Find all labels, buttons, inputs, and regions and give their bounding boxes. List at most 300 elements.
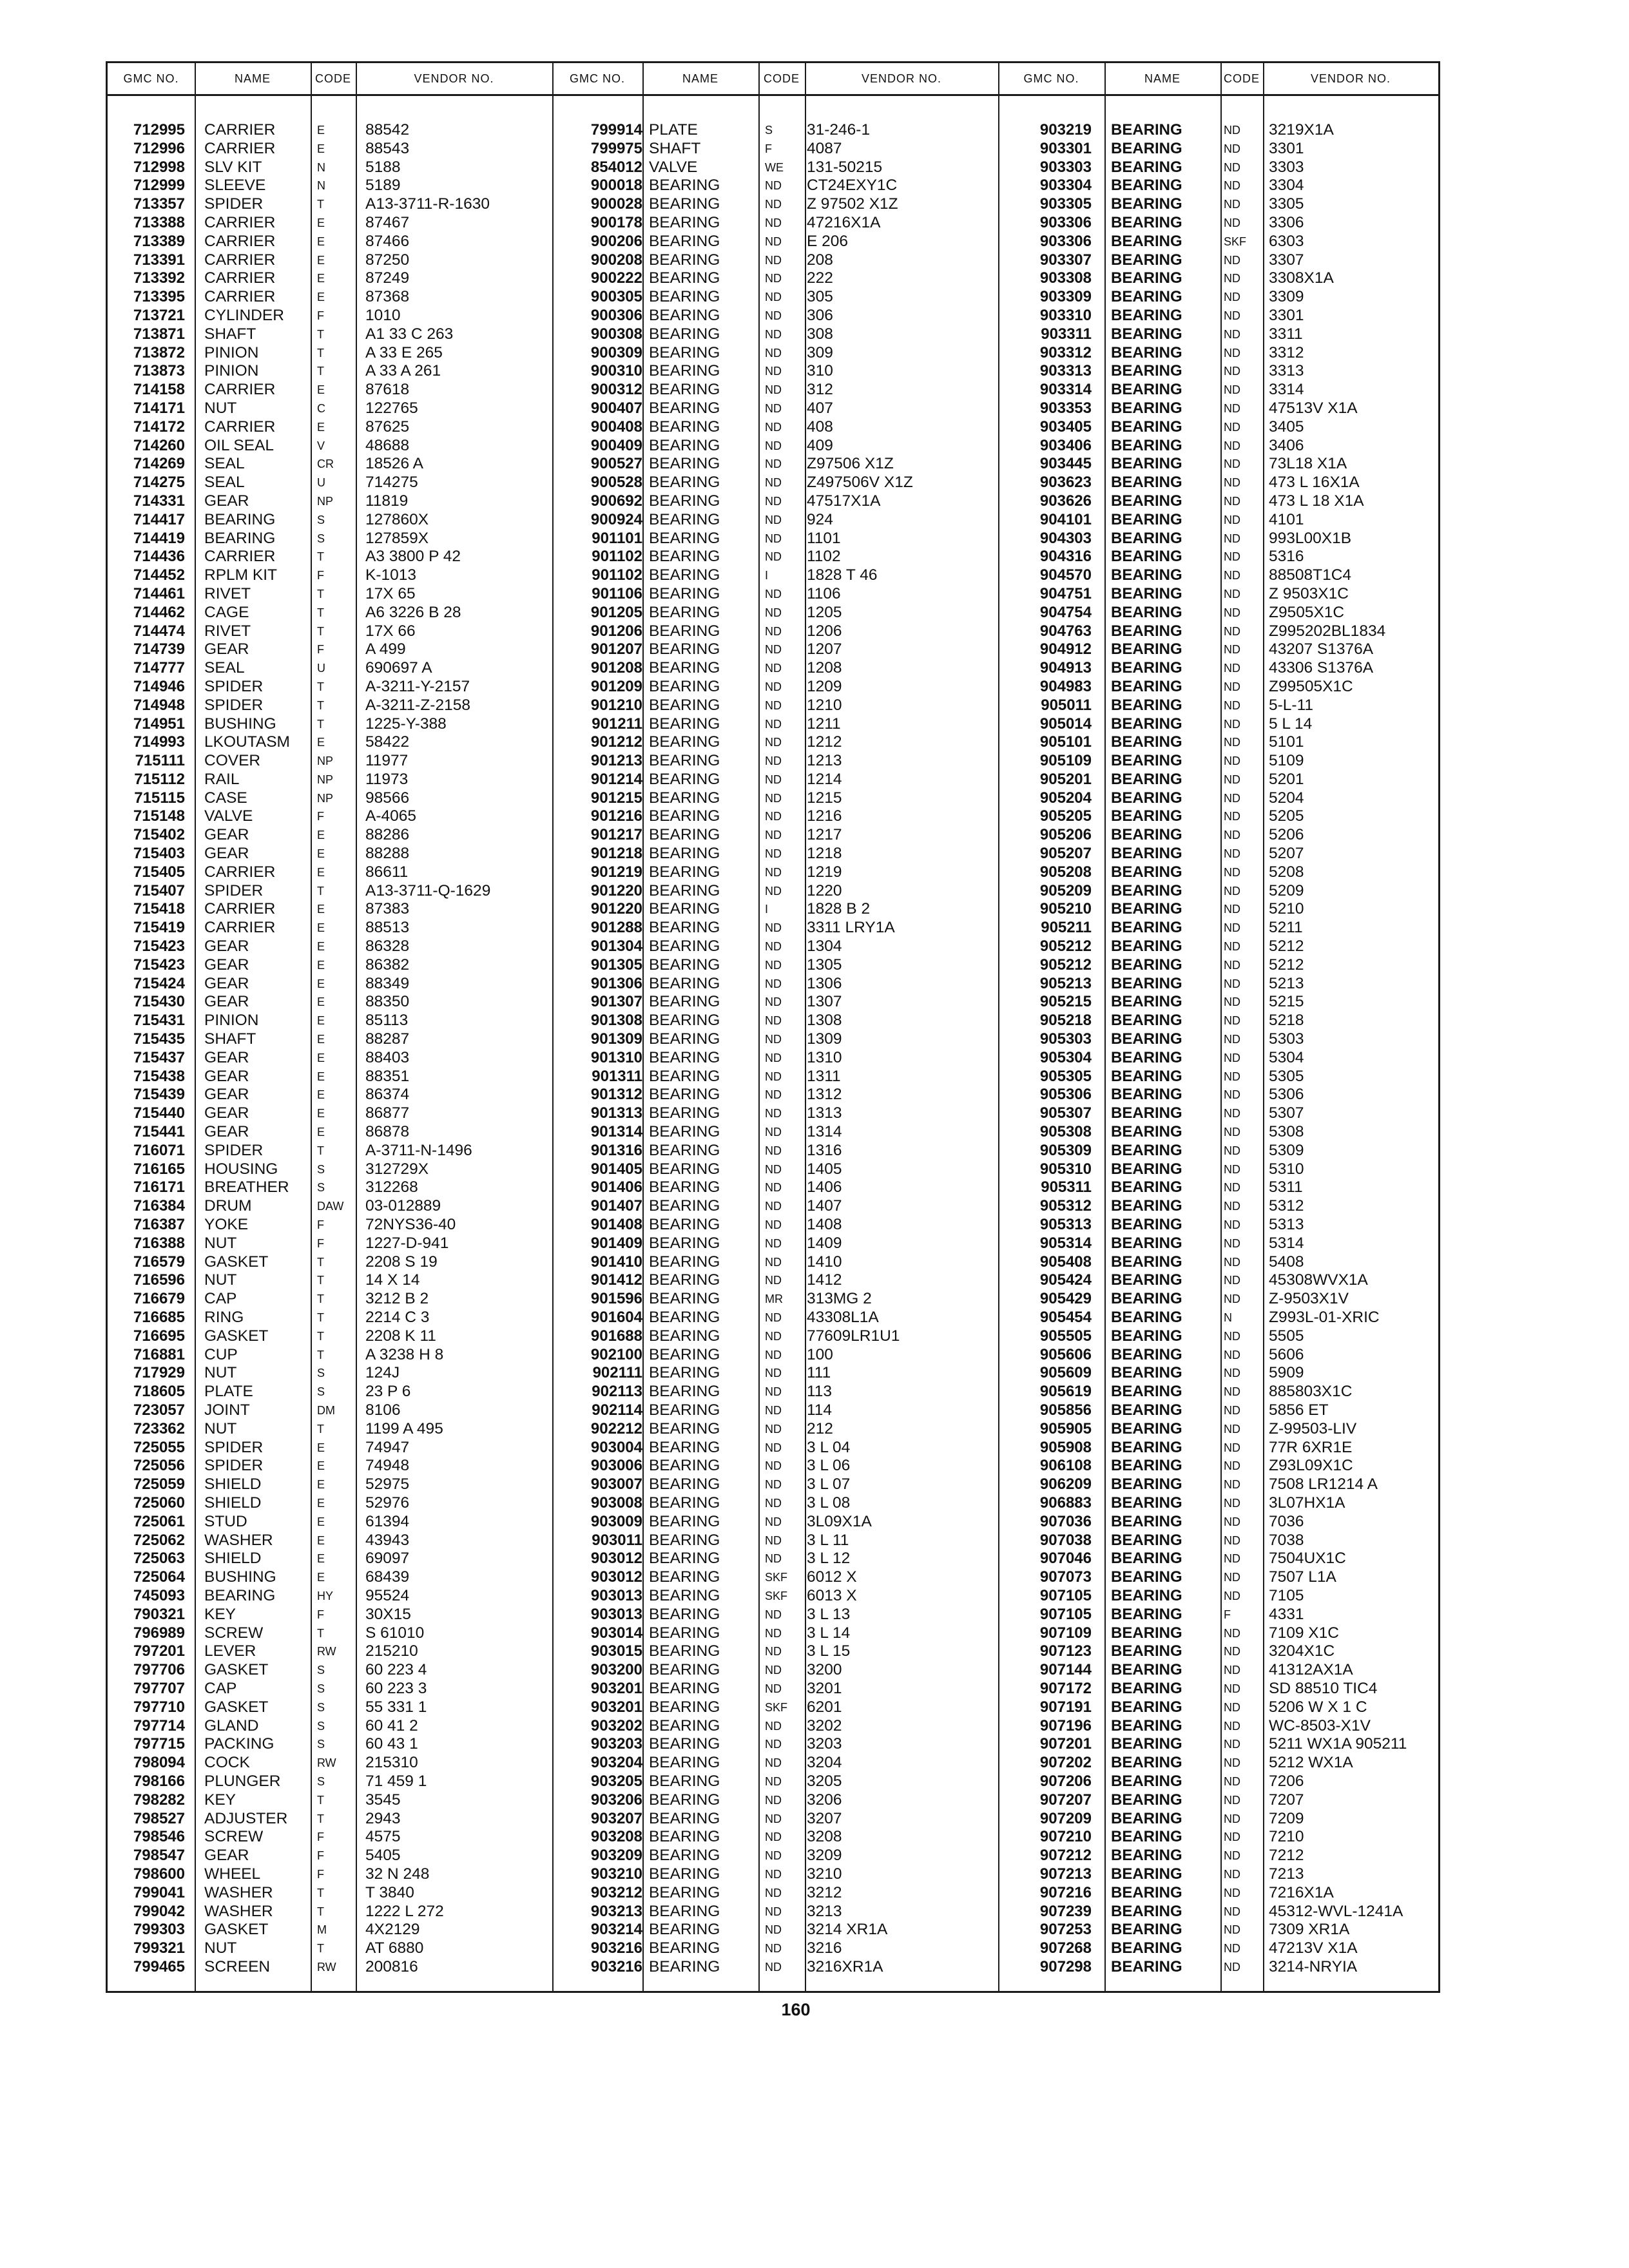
name-cell: BEARING: [649, 900, 720, 918]
code-cell: E: [317, 736, 325, 749]
name-cell: BEARING: [1111, 436, 1182, 454]
code-cell: ND: [765, 643, 782, 657]
name-cell: BEARING: [1111, 807, 1182, 825]
name-cell: BEARING: [649, 752, 720, 770]
vendor-no-cell: 122765: [365, 399, 418, 417]
gmc-no-cell: 907073: [1039, 1568, 1092, 1586]
table-row: [998, 1309, 1438, 1327]
name-cell: BEARING: [649, 474, 720, 492]
code-cell: S: [317, 1664, 325, 1677]
name-cell: BEARING: [1111, 343, 1182, 361]
name-cell: SPIDER: [204, 677, 264, 695]
code-cell: ND: [1224, 550, 1240, 564]
table-row: [552, 1642, 998, 1661]
header-gmc-no-2: GMC NO.: [570, 72, 625, 85]
vendor-no-cell: 3212 B 2: [365, 1290, 429, 1308]
table-row: [998, 1178, 1438, 1197]
vendor-no-cell: 88543: [365, 139, 410, 157]
vendor-no-cell: 473 L 18 X1A: [1269, 492, 1364, 510]
name-cell: BEARING: [1111, 1716, 1182, 1735]
name-cell: BEARING: [649, 1030, 720, 1048]
gmc-no-cell: 900305: [590, 288, 642, 306]
code-cell: ND: [765, 736, 782, 749]
code-cell: DAW: [317, 1200, 344, 1213]
vendor-no-cell: 3312: [1269, 343, 1304, 361]
table-row: [108, 1104, 552, 1123]
vendor-no-cell: 306: [807, 306, 833, 324]
vendor-no-cell: 1210: [807, 696, 842, 714]
table-row: [108, 288, 552, 307]
name-cell: BEARING: [1111, 770, 1182, 788]
code-cell: ND: [1224, 1181, 1240, 1195]
vendor-no-cell: 88508T1C4: [1269, 566, 1352, 584]
code-cell: ND: [765, 532, 782, 545]
name-cell: RIVET: [204, 584, 251, 602]
table-row: [998, 492, 1438, 511]
vendor-no-cell: 5201: [1269, 770, 1304, 788]
table-row: [998, 789, 1438, 808]
name-cell: BEARING: [649, 1902, 720, 1920]
gmc-no-cell: 901316: [590, 1141, 642, 1159]
vendor-no-cell: 47513V X1A: [1269, 399, 1358, 417]
vendor-no-cell: 43943: [365, 1531, 410, 1549]
code-cell: ND: [1224, 921, 1240, 935]
table-row: [998, 1587, 1438, 1606]
code-cell: N: [1224, 1311, 1232, 1324]
gmc-no-cell: 900407: [590, 399, 642, 417]
table-row: [998, 1030, 1438, 1049]
code-cell: ND: [765, 1422, 782, 1436]
code-cell: SKF: [765, 1589, 788, 1602]
gmc-no-cell: 901217: [590, 826, 642, 844]
code-cell: ND: [1224, 995, 1240, 1009]
vendor-no-cell: 1304: [807, 937, 842, 956]
vendor-no-cell: 6303: [1269, 232, 1304, 250]
vendor-no-cell: 5212: [1269, 937, 1304, 956]
code-cell: ND: [765, 1329, 782, 1343]
code-cell: ND: [1224, 940, 1240, 954]
gmc-no-cell: 907216: [1039, 1883, 1092, 1901]
gmc-no-cell: 713357: [133, 195, 185, 213]
gmc-no-cell: 903011: [592, 1531, 642, 1549]
name-cell: GEAR: [204, 492, 249, 510]
name-cell: BEARING: [1111, 1104, 1182, 1122]
vendor-no-cell: 1305: [807, 956, 842, 974]
gmc-no-cell: 905606: [1039, 1345, 1092, 1363]
code-cell: E: [317, 1126, 325, 1139]
table-row: [108, 1160, 552, 1179]
gmc-no-cell: 905207: [1039, 845, 1092, 863]
code-cell: ND: [1224, 160, 1240, 174]
code-cell: ND: [765, 1774, 782, 1788]
name-cell: BEARING: [649, 1327, 720, 1345]
vendor-no-cell: 60 223 4: [365, 1661, 427, 1679]
name-cell: BEARING: [1111, 974, 1182, 992]
gmc-no-cell: 790321: [133, 1605, 185, 1623]
gmc-no-cell: 903216: [590, 1957, 642, 1975]
name-cell: BEARING: [1111, 937, 1182, 956]
code-cell: ND: [765, 1181, 782, 1195]
table-row: [998, 548, 1438, 566]
vendor-no-cell: 1408: [807, 1216, 842, 1234]
table-row: [552, 1216, 998, 1235]
name-cell: COCK: [204, 1754, 250, 1772]
name-cell: CARRIER: [204, 232, 276, 250]
vendor-no-cell: 3313: [1269, 362, 1304, 380]
table-row: [108, 752, 552, 771]
vendor-no-cell: 215210: [365, 1642, 418, 1660]
name-cell: BEARING: [649, 1531, 720, 1549]
name-cell: GEAR: [204, 640, 249, 658]
code-cell: ND: [1224, 1664, 1240, 1677]
vendor-no-cell: 5313: [1269, 1216, 1304, 1234]
table-row: [998, 1513, 1438, 1532]
code-cell: ND: [1224, 1496, 1240, 1510]
code-cell: T: [317, 1348, 324, 1361]
vendor-no-cell: 313MG 2: [807, 1290, 872, 1308]
table-row: [108, 530, 552, 548]
code-cell: E: [317, 216, 325, 229]
gmc-no-cell: 900308: [590, 325, 642, 343]
vendor-no-cell: 3200: [807, 1661, 842, 1679]
table-row: [998, 1327, 1438, 1346]
parts-table: [106, 61, 1440, 1993]
gmc-no-cell: 907036: [1039, 1512, 1092, 1530]
code-cell: N: [317, 179, 325, 193]
code-cell: I: [765, 569, 769, 582]
name-cell: BEARING: [649, 1772, 720, 1790]
code-cell: NP: [317, 791, 334, 805]
code-cell: F: [317, 1236, 324, 1250]
table-row: [552, 919, 998, 937]
vendor-no-cell: 7038: [1269, 1531, 1304, 1549]
gmc-no-cell: 905204: [1039, 789, 1092, 807]
table-row: [108, 455, 552, 474]
name-cell: BEARING: [1111, 1550, 1182, 1568]
gmc-no-cell: 903309: [1039, 288, 1092, 306]
table-row: [108, 1587, 552, 1606]
name-cell: BEARING: [1111, 1475, 1182, 1494]
table-row: [552, 418, 998, 437]
code-cell: T: [317, 1329, 324, 1343]
name-cell: CARRIER: [204, 863, 276, 881]
gmc-no-cell: 715419: [133, 919, 185, 937]
table-row: [552, 1921, 998, 1939]
vendor-no-cell: 5189: [365, 177, 401, 195]
table-row: [108, 1216, 552, 1235]
table-row: [998, 1754, 1438, 1773]
gmc-no-cell: 715405: [133, 863, 185, 881]
code-cell: C: [317, 401, 325, 415]
gmc-no-cell: 797710: [133, 1698, 185, 1716]
vendor-no-cell: 5405: [365, 1847, 401, 1865]
code-cell: E: [317, 272, 325, 285]
name-cell: GEAR: [204, 826, 249, 844]
code-cell: ND: [765, 1719, 782, 1733]
code-cell: ND: [1224, 1645, 1240, 1658]
code-cell: ND: [1224, 1552, 1240, 1566]
vendor-no-cell: 222: [807, 269, 833, 287]
vendor-no-cell: A 33 E 265: [365, 343, 443, 361]
table-row: [552, 1550, 998, 1568]
table-row: [108, 733, 552, 752]
vendor-no-cell: 45308WVX1A: [1269, 1271, 1368, 1289]
gmc-no-cell: 907105: [1039, 1605, 1092, 1623]
code-cell: ND: [1224, 1738, 1240, 1751]
code-cell: F: [317, 569, 324, 582]
gmc-no-cell: 799465: [133, 1957, 185, 1975]
vendor-no-cell: 11973: [365, 770, 409, 788]
name-cell: SHIELD: [204, 1550, 262, 1568]
code-cell: E: [317, 847, 325, 861]
code-cell: ND: [765, 1274, 782, 1287]
gmc-no-cell: 718605: [133, 1383, 185, 1401]
vendor-no-cell: 5211: [1269, 919, 1303, 937]
vendor-no-cell: 7508 LR1214 A: [1269, 1475, 1378, 1494]
code-cell: T: [317, 1886, 324, 1899]
vendor-no-cell: 5909: [1269, 1364, 1304, 1382]
table-row: [108, 1717, 552, 1736]
table-row: [108, 1309, 552, 1327]
gmc-no-cell: 905218: [1039, 1012, 1092, 1030]
gmc-no-cell: 796989: [133, 1624, 185, 1642]
vendor-no-cell: 5210: [1269, 900, 1304, 918]
name-cell: JOINT: [204, 1401, 250, 1419]
table-row: [552, 659, 998, 678]
code-cell: ND: [1224, 1329, 1240, 1343]
table-row: [108, 1550, 552, 1568]
vendor-no-cell: 5311: [1269, 1178, 1303, 1196]
table-row: [552, 1828, 998, 1847]
name-cell: GEAR: [204, 1847, 249, 1865]
table-row: [552, 863, 998, 882]
gmc-no-cell: 905011: [1041, 696, 1092, 714]
table-row: [998, 325, 1438, 344]
code-cell: ND: [1224, 865, 1240, 879]
code-cell: ND: [765, 1608, 782, 1621]
code-cell: T: [317, 624, 324, 638]
code-cell: ND: [1224, 1923, 1240, 1937]
code-cell: ND: [765, 1682, 782, 1695]
code-cell: ND: [1224, 383, 1240, 397]
table-row: [552, 1030, 998, 1049]
vendor-no-cell: 3301: [1269, 306, 1304, 324]
code-cell: ND: [765, 1942, 782, 1956]
name-cell: BEARING: [649, 1364, 720, 1382]
name-cell: BEARING: [1111, 1661, 1182, 1679]
vendor-no-cell: 3 L 06: [807, 1457, 851, 1475]
name-cell: SCREW: [204, 1624, 264, 1642]
table-row: [552, 195, 998, 214]
name-cell: BEARING: [1111, 1141, 1182, 1159]
vendor-no-cell: 41312AX1A: [1269, 1661, 1353, 1679]
code-cell: ND: [765, 365, 782, 378]
gmc-no-cell: 713388: [133, 213, 185, 231]
name-cell: BEARING: [649, 956, 720, 974]
gmc-no-cell: 799042: [133, 1902, 185, 1920]
gmc-no-cell: 725064: [133, 1568, 185, 1586]
table-row: [552, 1532, 998, 1550]
table-row: [108, 177, 552, 195]
table-row: [108, 1439, 552, 1457]
table-row: [108, 659, 552, 678]
name-cell: PLATE: [204, 1383, 253, 1401]
name-cell: BEARING: [649, 974, 720, 992]
code-cell: WE: [765, 160, 784, 174]
name-cell: BEARING: [1111, 900, 1182, 918]
name-cell: CYLINDER: [204, 306, 284, 324]
gmc-no-cell: 901218: [590, 845, 642, 863]
name-cell: BEARING: [1111, 1160, 1182, 1178]
code-cell: ND: [765, 476, 782, 490]
code-cell: NP: [317, 754, 334, 768]
table-row: [108, 140, 552, 159]
vendor-no-cell: 1405: [807, 1160, 842, 1178]
gmc-no-cell: 714948: [133, 696, 185, 714]
code-cell: S: [317, 1700, 325, 1714]
vendor-no-cell: 3214-NRYIA: [1269, 1957, 1358, 1975]
name-cell: BEARING: [649, 770, 720, 788]
vendor-no-cell: 95524: [365, 1586, 410, 1604]
code-cell: T: [317, 1144, 324, 1157]
name-cell: BEARING: [1111, 177, 1182, 195]
table-row: [998, 140, 1438, 159]
code-cell: T: [317, 1905, 324, 1918]
name-cell: PLATE: [649, 121, 698, 139]
table-row: [552, 1290, 998, 1309]
name-cell: CARRIER: [204, 548, 276, 566]
name-cell: SHAFT: [649, 139, 701, 157]
table-row: [108, 418, 552, 437]
vendor-no-cell: 7309 XR1A: [1269, 1921, 1350, 1939]
name-cell: BEARING: [1111, 1902, 1182, 1920]
code-cell: ND: [1224, 1756, 1240, 1770]
code-cell: ND: [1224, 1126, 1240, 1139]
gmc-no-cell: 797715: [133, 1735, 185, 1753]
table-row: [552, 1235, 998, 1253]
vendor-no-cell: 69097: [365, 1550, 410, 1568]
code-cell: ND: [1224, 1886, 1240, 1899]
vendor-no-cell: 2208 S 19: [365, 1253, 438, 1271]
vendor-no-cell: 86328: [365, 937, 410, 956]
gmc-no-cell: 712996: [133, 139, 185, 157]
name-cell: BEARING: [1111, 1048, 1182, 1066]
code-cell: T: [317, 587, 324, 601]
table-row: [552, 1457, 998, 1475]
gmc-no-cell: 903306: [1039, 232, 1092, 250]
name-cell: BEARING: [1111, 1735, 1182, 1753]
name-cell: BUSHING: [204, 715, 276, 733]
gmc-no-cell: 905311: [1041, 1178, 1092, 1196]
table-row: [998, 344, 1438, 363]
table-row: [108, 1457, 552, 1475]
code-cell: ND: [765, 1403, 782, 1417]
code-cell: E: [317, 1533, 325, 1547]
gmc-no-cell: 904763: [1039, 622, 1092, 640]
table-row: [108, 1791, 552, 1810]
vendor-no-cell: 5305: [1269, 1067, 1304, 1085]
table-row: [998, 993, 1438, 1012]
name-cell: STUD: [204, 1512, 247, 1530]
vendor-no-cell: 5109: [1269, 752, 1304, 770]
code-cell: ND: [1224, 1403, 1240, 1417]
table-row: [998, 1568, 1438, 1587]
header-name-1: NAME: [234, 72, 271, 85]
code-cell: E: [317, 1478, 325, 1492]
table-row: [108, 1327, 552, 1346]
gmc-no-cell: 903304: [1039, 177, 1092, 195]
code-cell: ND: [1224, 1867, 1240, 1881]
table-row: [552, 1253, 998, 1272]
name-cell: SEAL: [204, 659, 245, 677]
vendor-no-cell: 7109 X1C: [1269, 1624, 1339, 1642]
vendor-no-cell: 11819: [365, 492, 409, 510]
vendor-no-cell: 1222 L 272: [365, 1902, 444, 1920]
code-cell: ND: [765, 1107, 782, 1120]
code-cell: ND: [1224, 1571, 1240, 1584]
code-cell: E: [317, 1515, 325, 1528]
gmc-no-cell: 904983: [1039, 677, 1092, 695]
vendor-no-cell: 1412: [807, 1271, 842, 1289]
gmc-no-cell: 904316: [1039, 548, 1092, 566]
code-cell: F: [317, 1608, 324, 1621]
vendor-no-cell: 7210: [1269, 1828, 1304, 1846]
vendor-no-cell: 88542: [365, 121, 410, 139]
gmc-no-cell: 905408: [1039, 1253, 1092, 1271]
name-cell: SHIELD: [204, 1494, 262, 1512]
table-row: [998, 937, 1438, 956]
name-cell: BEARING: [1111, 733, 1182, 751]
name-cell: BEARING: [204, 510, 276, 528]
table-row: [108, 1939, 552, 1958]
table-row: [552, 1717, 998, 1736]
code-cell: ND: [1224, 791, 1240, 805]
name-cell: SPIDER: [204, 881, 264, 899]
table-row: [998, 1235, 1438, 1253]
table-row: [552, 1327, 998, 1346]
code-cell: ND: [1224, 1515, 1240, 1528]
code-cell: ND: [765, 1162, 782, 1176]
gmc-no-cell: 715437: [133, 1048, 185, 1066]
name-cell: BEARING: [649, 1309, 720, 1326]
name-cell: BEARING: [649, 1067, 720, 1085]
name-cell: GLAND: [204, 1716, 259, 1735]
name-cell: WASHER: [204, 1531, 273, 1549]
table-row: [108, 1513, 552, 1532]
table-row: [998, 1810, 1438, 1829]
table-row: [552, 233, 998, 251]
code-cell: ND: [765, 1867, 782, 1881]
vendor-no-cell: 3L07HX1A: [1269, 1494, 1345, 1512]
code-cell: S: [317, 532, 325, 545]
vendor-no-cell: 5314: [1269, 1234, 1304, 1252]
gmc-no-cell: 714269: [133, 455, 185, 473]
name-cell: BEARING: [649, 1679, 720, 1697]
table-row: [108, 1754, 552, 1773]
vendor-no-cell: 88286: [365, 826, 410, 844]
name-cell: BEARING: [1111, 1531, 1182, 1549]
name-cell: BEARING: [649, 1586, 720, 1604]
code-cell: S: [317, 1719, 325, 1733]
name-cell: BEARING: [1111, 1883, 1182, 1901]
code-cell: E: [317, 995, 325, 1009]
code-cell: E: [317, 921, 325, 935]
vendor-no-cell: 58422: [365, 733, 410, 751]
name-cell: BEARING: [1111, 584, 1182, 602]
code-cell: ND: [765, 346, 782, 360]
gmc-no-cell: 903206: [590, 1791, 642, 1809]
gmc-no-cell: 903008: [590, 1494, 642, 1512]
